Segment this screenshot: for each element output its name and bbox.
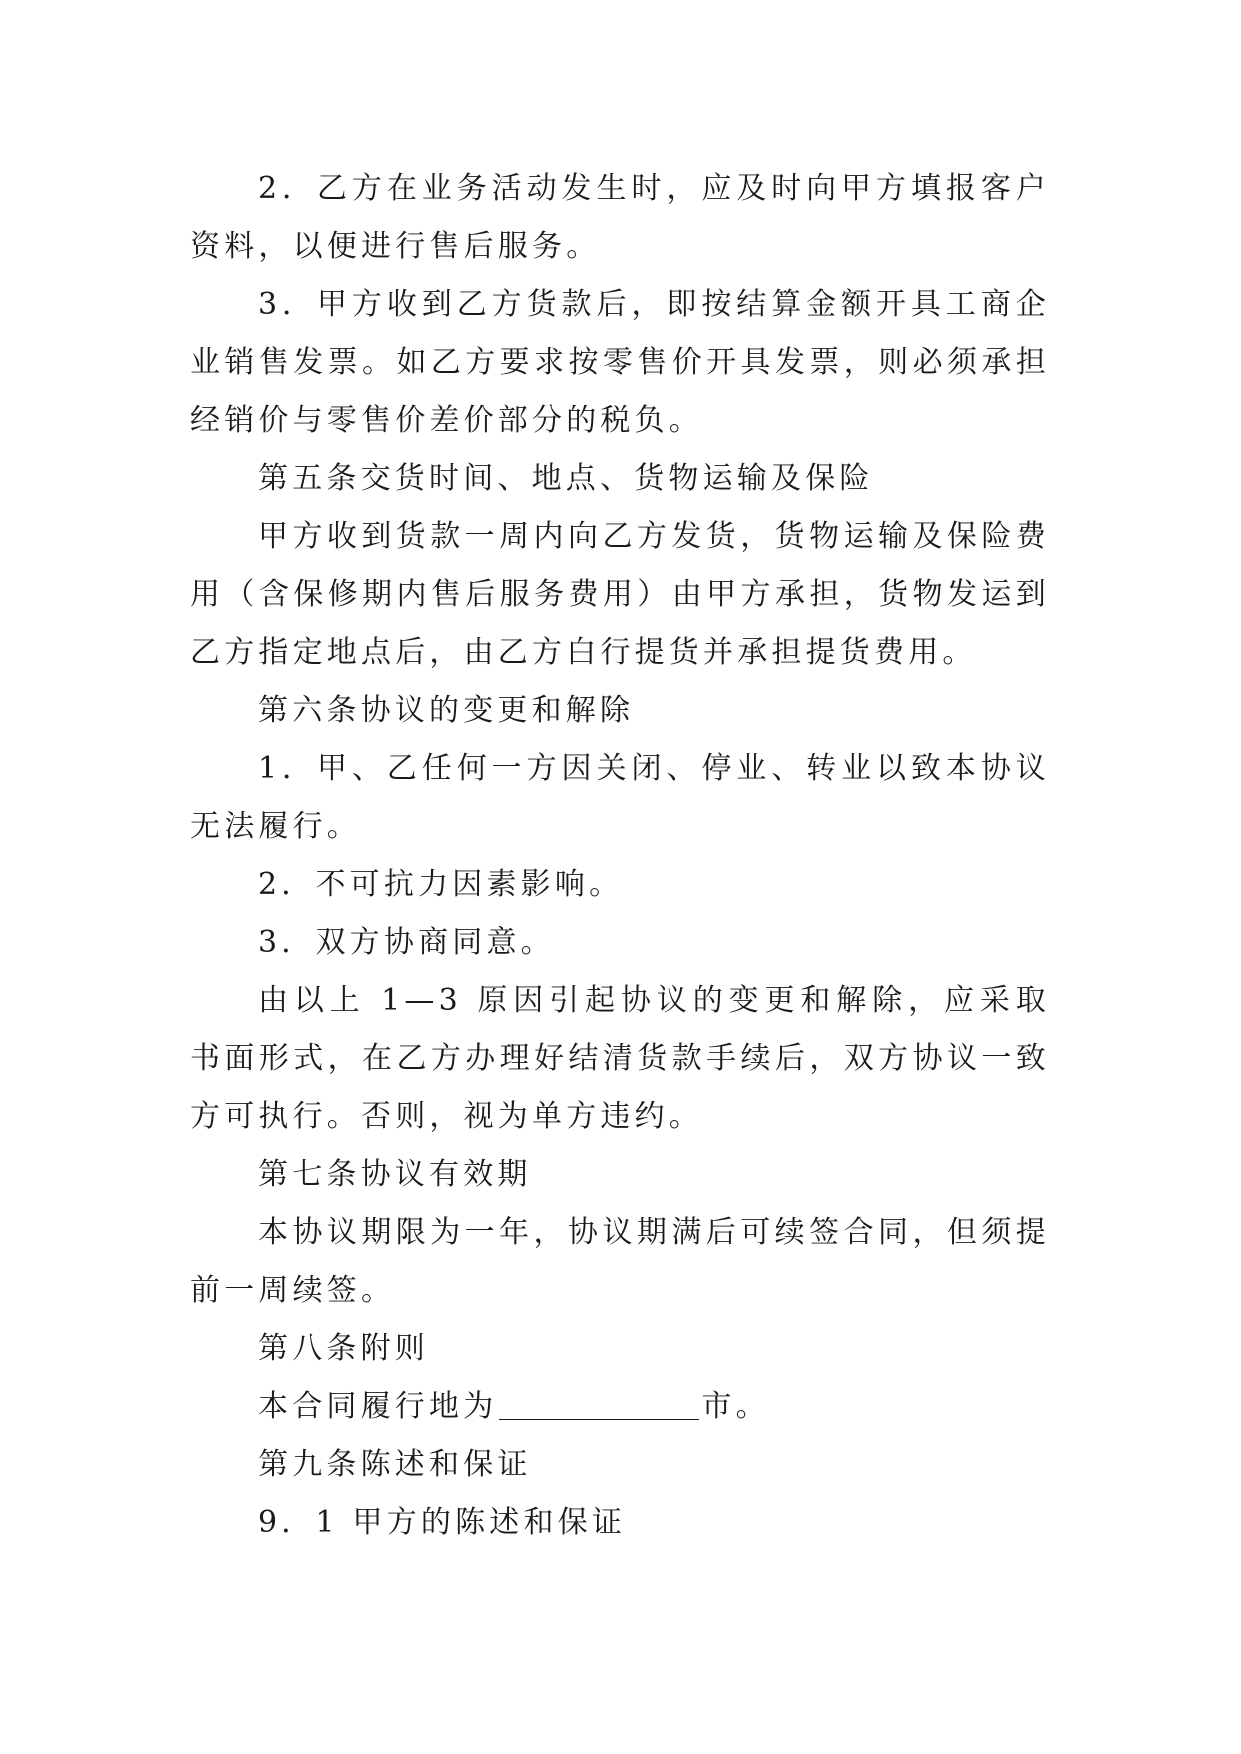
heading-article-6: 第六条协议的变更和解除: [258, 693, 635, 728]
heading-article-9: 第九条陈述和保证: [258, 1447, 532, 1482]
fulfillment-suffix: 市。: [701, 1389, 770, 1424]
paragraph-article-7-body: 本协议期限为一年，协议期满后可续签合同，但须提前一周续签。: [190, 1215, 1050, 1308]
paragraph-clause-6-3: 3．双方协商同意。: [258, 925, 555, 960]
fill-in-blank[interactable]: [499, 1385, 699, 1420]
heading-article-5: 第五条交货时间、地点、货物运输及保险: [258, 461, 874, 496]
document-body: [190, 160, 1050, 1552]
paragraph-clause-4-2: 2．乙方在业务活动发生时，应及时向甲方填报客户资料，以便进行售后服务。: [190, 171, 1050, 264]
fulfillment-prefix: 本合同履行地为: [258, 1389, 498, 1424]
heading-clause-9-1: 9．1 甲方的陈述和保证: [258, 1505, 627, 1540]
paragraph-clause-6-1: 1．甲、乙任何一方因关闭、停业、转业以致本协议无法履行。: [190, 751, 1050, 844]
paragraph-article-6-body: 由以上 1—3 原因引起协议的变更和解除，应采取书面形式，在乙方办理好结清货款手续后，双方协议一致方可执行。否则，视为单方违约。: [190, 983, 1050, 1134]
heading-article-7: 第七条协议有效期: [258, 1157, 532, 1192]
paragraph-clause-6-2: 2．不可抗力因素影响。: [258, 867, 624, 902]
paragraph-clause-4-3: 3．甲方收到乙方货款后，即按结算金额开具工商企业销售发票。如乙方要求按零售价开具发票，则必须承担经销价与零售价差价部分的税负。: [190, 287, 1050, 438]
heading-article-8: 第八条附则: [258, 1331, 429, 1366]
paragraph-fulfillment-place: [190, 1378, 1050, 1436]
paragraph-article-5-body: 甲方收到货款一周内向乙方发货，货物运输及保险费用（含保修期内售后服务费用）由甲方承担，货物发运到乙方指定地点后，由乙方白行提货并承担提货费用。: [190, 519, 1050, 670]
